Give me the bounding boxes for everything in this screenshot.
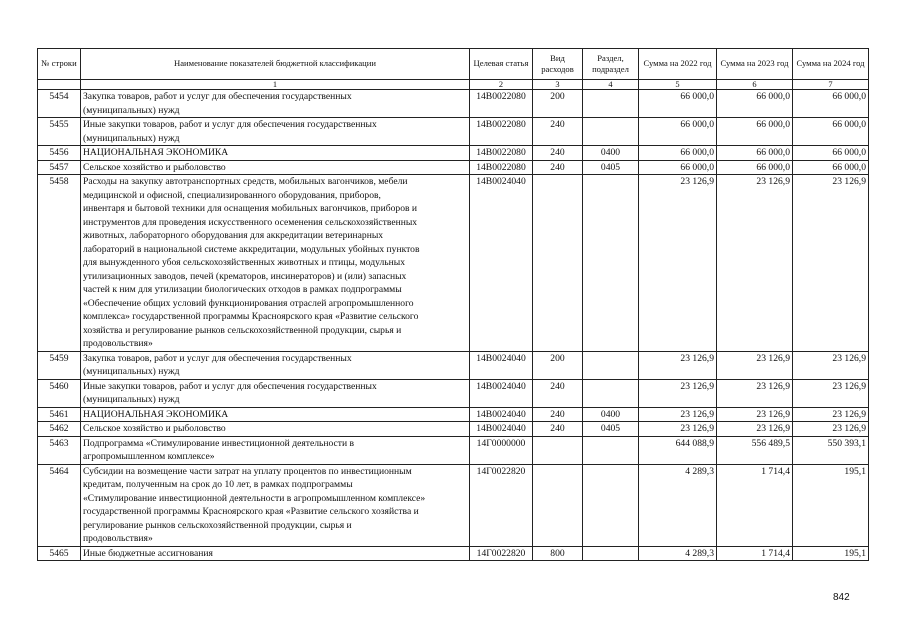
section-code — [583, 436, 639, 464]
sum-2024: 195,1 — [793, 464, 869, 546]
target-article: 14В0022080 — [470, 90, 533, 118]
row-number: 5461 — [38, 407, 81, 422]
expense-type: 240 — [533, 146, 583, 161]
section-code: 0400 — [583, 407, 639, 422]
table-row — [38, 118, 869, 146]
expense-type — [533, 175, 583, 352]
table-row — [38, 146, 869, 161]
target-article: 14В0022080 — [470, 160, 533, 175]
section-code: 0405 — [583, 422, 639, 437]
page-number: 842 — [833, 592, 850, 603]
indicator-name: НАЦИОНАЛЬНАЯ ЭКОНОМИКА — [81, 146, 470, 161]
section-code — [583, 175, 639, 352]
sum-2022: 23 126,9 — [639, 351, 717, 379]
target-article: 14Г0022820 — [470, 464, 533, 546]
header-row-no: № строки — [38, 49, 81, 80]
sum-2023: 66 000,0 — [717, 90, 793, 118]
header-sum-2023: Сумма на 2023 год — [717, 49, 793, 80]
sum-2022: 4 289,3 — [639, 464, 717, 546]
expense-type: 240 — [533, 160, 583, 175]
sum-2023: 556 489,5 — [717, 436, 793, 464]
row-number: 5458 — [38, 175, 81, 352]
sum-2022: 66 000,0 — [639, 118, 717, 146]
sum-2022: 66 000,0 — [639, 90, 717, 118]
target-article: 14В0022080 — [470, 118, 533, 146]
table-row — [38, 422, 869, 437]
sum-2024: 66 000,0 — [793, 118, 869, 146]
table-row — [38, 546, 869, 561]
sum-2024: 66 000,0 — [793, 90, 869, 118]
target-article: 14В0024040 — [470, 422, 533, 437]
sum-2022: 23 126,9 — [639, 407, 717, 422]
section-code — [583, 464, 639, 546]
sum-2022: 23 126,9 — [639, 175, 717, 352]
expense-type: 240 — [533, 379, 583, 407]
section-code: 0405 — [583, 160, 639, 175]
indicator-name: Сельское хозяйство и рыболовство — [81, 160, 470, 175]
expense-type: 800 — [533, 546, 583, 561]
indicator-name: Иные бюджетные ассигнования — [81, 546, 470, 561]
expense-type: 200 — [533, 351, 583, 379]
sum-2024: 23 126,9 — [793, 379, 869, 407]
budget-table — [37, 48, 869, 561]
sum-2022: 66 000,0 — [639, 160, 717, 175]
column-number-row — [38, 80, 869, 90]
header-target: Целевая статья — [470, 49, 533, 80]
sum-2024: 23 126,9 — [793, 422, 869, 437]
sum-2023: 23 126,9 — [717, 351, 793, 379]
indicator-name: Сельское хозяйство и рыболовство — [81, 422, 470, 437]
header-sum-2022: Сумма на 2022 год — [639, 49, 717, 80]
expense-type: 240 — [533, 407, 583, 422]
column-number: 5 — [639, 80, 717, 90]
section-code — [583, 118, 639, 146]
sum-2023: 66 000,0 — [717, 146, 793, 161]
header-name: Наименование показателей бюджетной классификации — [81, 49, 470, 80]
row-number: 5462 — [38, 422, 81, 437]
target-article: 14В0022080 — [470, 146, 533, 161]
indicator-name: НАЦИОНАЛЬНАЯ ЭКОНОМИКА — [81, 407, 470, 422]
sum-2024: 195,1 — [793, 546, 869, 561]
indicator-name: Закупка товаров, работ и услуг для обеспечения государственных (муниципальных) нужд — [81, 351, 470, 379]
expense-type: 240 — [533, 118, 583, 146]
sum-2023: 23 126,9 — [717, 422, 793, 437]
target-article: 14В0024040 — [470, 379, 533, 407]
expense-type: 240 — [533, 422, 583, 437]
column-number: 2 — [470, 80, 533, 90]
row-number: 5454 — [38, 90, 81, 118]
expense-type — [533, 436, 583, 464]
sum-2022: 23 126,9 — [639, 422, 717, 437]
sum-2024: 23 126,9 — [793, 175, 869, 352]
column-number: 4 — [583, 80, 639, 90]
sum-2024: 23 126,9 — [793, 351, 869, 379]
sum-2022: 23 126,9 — [639, 379, 717, 407]
row-number: 5459 — [38, 351, 81, 379]
row-number: 5463 — [38, 436, 81, 464]
target-article: 14Г0000000 — [470, 436, 533, 464]
column-number: 7 — [793, 80, 869, 90]
expense-type: 200 — [533, 90, 583, 118]
table-row — [38, 436, 869, 464]
header-sum-2024: Сумма на 2024 год — [793, 49, 869, 80]
header-row — [38, 49, 869, 80]
sum-2022: 66 000,0 — [639, 146, 717, 161]
expense-type — [533, 464, 583, 546]
row-number: 5457 — [38, 160, 81, 175]
column-number — [38, 80, 81, 90]
section-code: 0400 — [583, 146, 639, 161]
header-type: Вид расходов — [533, 49, 583, 80]
table-row — [38, 407, 869, 422]
column-number: 3 — [533, 80, 583, 90]
header-section: Раздел, подраздел — [583, 49, 639, 80]
sum-2022: 4 289,3 — [639, 546, 717, 561]
indicator-name: Субсидии на возмещение части затрат на уплату процентов по инвестиционным кредитам, полученным на срок до 10 лет, в рамках подпрограммы «Стимулирование инвестиционной деятельности в агропромышленном комплексе» государственной программы Красноярского края «Развитие сельского хозяйства и регулирование рынков сельскохозяйственной продукции, сырья и продовольствия» — [81, 464, 470, 546]
row-number: 5460 — [38, 379, 81, 407]
indicator-name: Подпрограмма «Стимулирование инвестиционной деятельности в агропромышленном комплексе» — [81, 436, 470, 464]
table-row — [38, 351, 869, 379]
sum-2023: 23 126,9 — [717, 175, 793, 352]
target-article: 14В0024040 — [470, 351, 533, 379]
sum-2023: 1 714,4 — [717, 546, 793, 561]
target-article: 14Г0022820 — [470, 546, 533, 561]
column-number: 1 — [81, 80, 470, 90]
section-code — [583, 90, 639, 118]
table-row — [38, 464, 869, 546]
table-row — [38, 379, 869, 407]
target-article: 14В0024040 — [470, 175, 533, 352]
table-row — [38, 90, 869, 118]
sum-2022: 644 088,9 — [639, 436, 717, 464]
table-row — [38, 160, 869, 175]
column-number: 6 — [717, 80, 793, 90]
section-code — [583, 351, 639, 379]
table-row — [38, 175, 869, 352]
sum-2023: 66 000,0 — [717, 118, 793, 146]
row-number: 5465 — [38, 546, 81, 561]
indicator-name: Закупка товаров, работ и услуг для обеспечения государственных (муниципальных) нужд — [81, 90, 470, 118]
row-number: 5464 — [38, 464, 81, 546]
sum-2024: 66 000,0 — [793, 146, 869, 161]
sum-2024: 66 000,0 — [793, 160, 869, 175]
sum-2024: 550 393,1 — [793, 436, 869, 464]
sum-2023: 23 126,9 — [717, 407, 793, 422]
section-code — [583, 546, 639, 561]
sum-2023: 23 126,9 — [717, 379, 793, 407]
sum-2024: 23 126,9 — [793, 407, 869, 422]
target-article: 14В0024040 — [470, 407, 533, 422]
row-number: 5455 — [38, 118, 81, 146]
sum-2023: 66 000,0 — [717, 160, 793, 175]
section-code — [583, 379, 639, 407]
indicator-name: Иные закупки товаров, работ и услуг для обеспечения государственных (муниципальных) нужд — [81, 118, 470, 146]
indicator-name: Иные закупки товаров, работ и услуг для обеспечения государственных (муниципальных) нужд — [81, 379, 470, 407]
row-number: 5456 — [38, 146, 81, 161]
indicator-name: Расходы на закупку автотранспортных средств, мобильных вагончиков, мебели медицинской и офисной, специализированного оборудования, приборов, инвентаря и бытовой техники для оснащения мобильных вагончиков, приборов и инструментов для проведения искусственного осеменения сельскохозяйственных животных, лабораторного оборудования для аккредитации ветеринарных лабораторий в национальной системе аккредитации, модульных убойных пунктов для вынужденного убоя сельскохозяйственных животных и птицы, модульных утилизационных заводов, печей (крематоров, инсинераторов) и (или) запасных частей к ним для утилизации биологических отходов в рамках подпрограммы «Обеспечение общих условий функционирования отраслей агропромышленного комплекса» государственной программы Красноярского края «Развитие сельского хозяйства и регулирование рынков сельскохозяйственной продукции, сырья и продовольствия» — [81, 175, 470, 352]
sum-2023: 1 714,4 — [717, 464, 793, 546]
